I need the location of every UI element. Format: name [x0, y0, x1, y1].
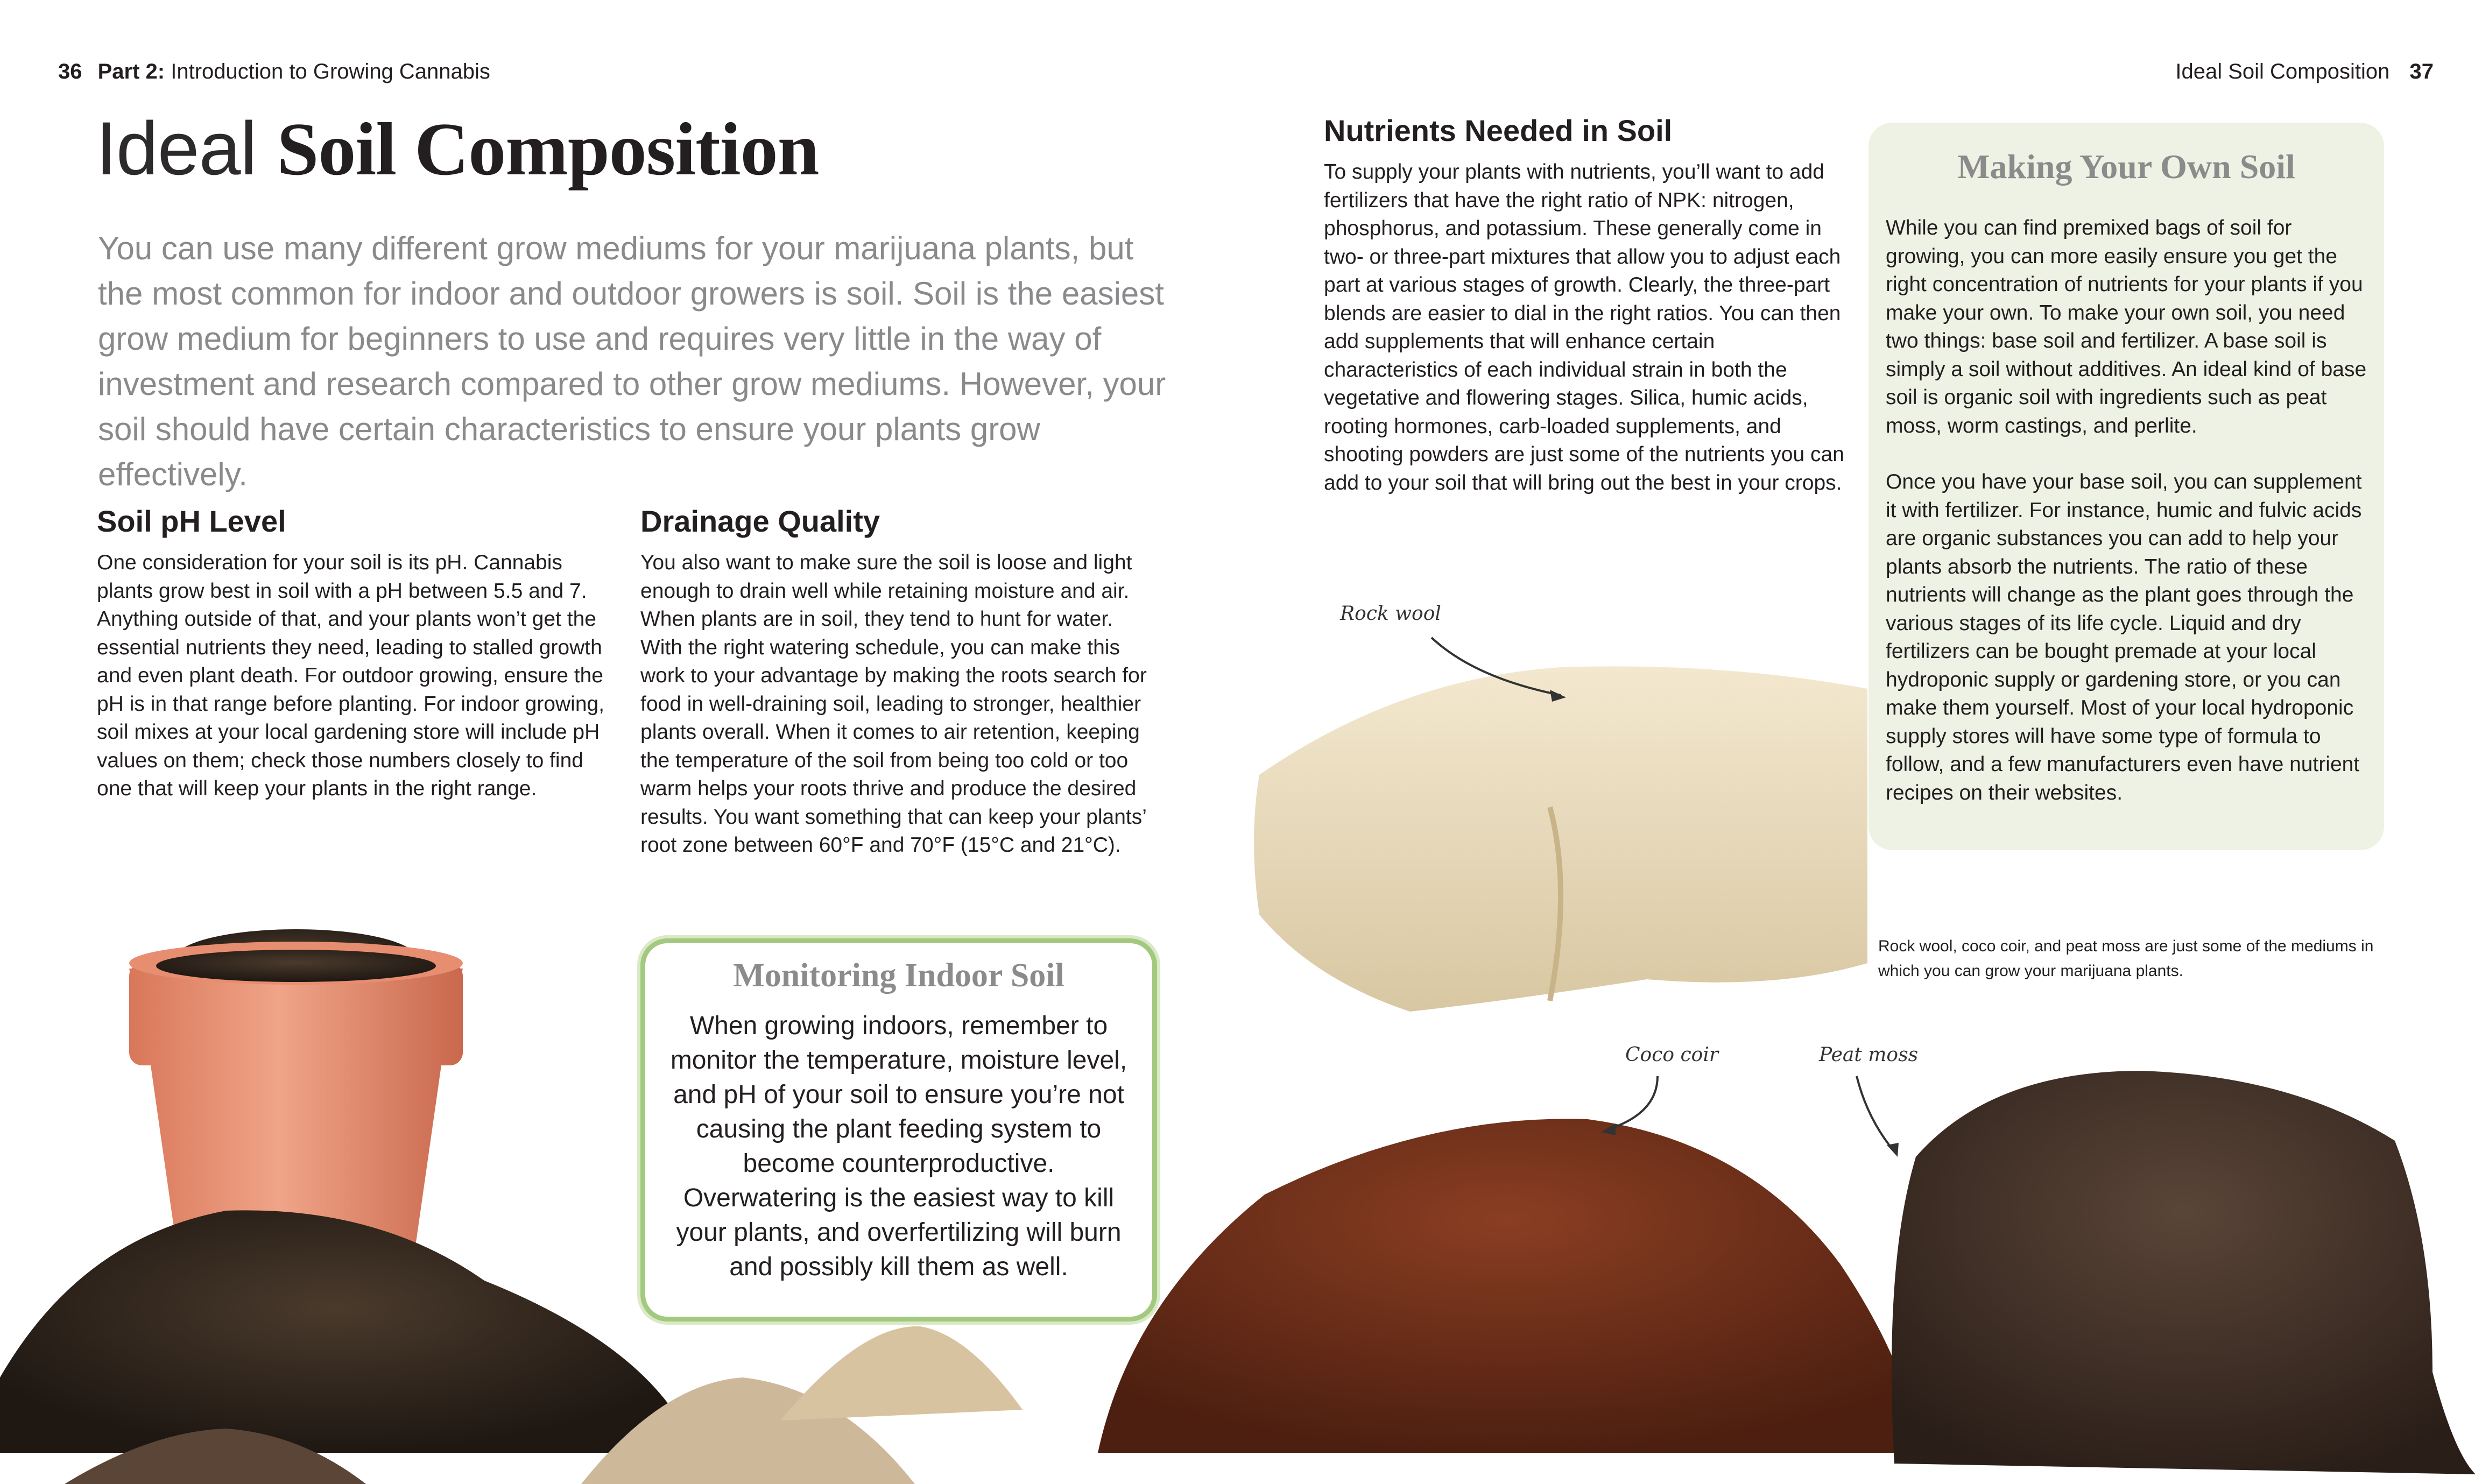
left-page-number: 36 — [58, 60, 82, 83]
monitoring-title: Monitoring Indoor Soil — [733, 957, 1064, 994]
nutrients-heading: Nutrients Needed in Soil — [1324, 114, 1673, 147]
rock-wool-label: Rock wool — [1340, 603, 1441, 625]
intro-paragraph: You can use many different grow mediums for your marijuana plants, but the most common for indoor and outdoor growers is soil. Soil is the easiest grow medium for beginners to use and requires very little in the way of investment and research compared to other grow mediums. However, your soil should have certain characteristics to ensure your plants grow effectively. — [98, 230, 1166, 492]
peat-moss-label: Peat moss — [1819, 1044, 1919, 1066]
page-title-light: Ideal — [96, 106, 257, 190]
sidebar-title: Making Your Own Soil — [1957, 147, 2295, 186]
terracotta-pot-image — [129, 929, 463, 1254]
peat-moss-arrow — [1857, 1076, 1894, 1151]
nutrients-body: To supply your plants with nutrients, you’ll want to add fertilizers that have the right ratio of NPK: nitrogen, phosphorus, and potassium. These generally come in two- or three-part mixtures that allow you to adjust each part at various stages of growth. Clearly, the three-part blends are easier to dial in the right ratios. You can then add supplements that will enhance certain characteristics of each individual strain in both the vegetative and flowering stages. Silica, humic acids, rooting hormones, carb-loaded supplements, and shooting powders are just some of the nutrients you can add to your soil that will bring out the best in your crops. — [1324, 160, 1844, 494]
monitoring-body: When growing indoors, remember to monitor the temperature, moisture level, and pH of your soil to ensure you’re not causing the plant feeding system to become counterproductive. Overwatering is the easiest way to kill your plants, and overfertilizing will burn and possibly kill them as well. — [670, 1012, 1127, 1281]
potting-soil-pile-image — [0, 1210, 673, 1453]
peat-moss-image — [1892, 1071, 2476, 1474]
coco-coir-arrow — [1606, 1076, 1658, 1130]
rock-wool-image — [1254, 666, 1867, 1012]
right-page-number: 37 — [2409, 60, 2434, 83]
coco-coir-label: Coco coir — [1625, 1044, 1719, 1066]
drainage-body: You also want to make sure the soil is loose and light enough to drain well while retaining moisture and air. When plants are in soil, they tend to hunt for water. With the right watering schedule, you can make this work to your advantage by making the roots search for food in well-draining soil, leading to stronger, healthier plants overall. When it comes to air retention, keeping the temperature of the soil from being too cold or too warm helps your roots thrive and produce the desired results. You want something that can keep your plants’ root zone between 60°F and 70°F (15°C and 21°C). — [640, 551, 1147, 857]
drainage-heading: Drainage Quality — [640, 504, 880, 538]
sidebar-paragraph-2: Once you have your base soil, you can supplement it with fertilizer. For instance, humic and fulvic acids are organic substances you can add to help your plants absorb the nutrients. The ratio of these nutrients will change as the plant goes through the various stages of its life cycle. Liquid and dry fertilizers can be bought premade at your local hydroponic supply or gardening store, or you can make them yourself. Most of your local hydroponic supply stores will have some type of formula to follow, and a few manufacturers even have nutrient recipes on their websites. — [1886, 470, 2362, 804]
chapter-title: Ideal Soil Composition — [2175, 60, 2390, 83]
sidebar-paragraph-1: While you can find premixed bags of soil for growing, you can more easily ensure you get the right concentration of nutrients for your plants if you make your own. To make your own soil, you need two things: base soil and fertilizer. A base soil is simply a soil without additives. An ideal kind of base soil is organic soil with ingredients such as peat moss, worm castings, and perlite. — [1886, 216, 2367, 437]
photo-caption: Rock wool, coco coir, and peat moss are just some of the mediums in which you can grow your marijuana plants. — [1878, 937, 2374, 980]
part-label: Part 2: — [97, 60, 165, 83]
ph-heading: Soil pH Level — [97, 504, 286, 538]
part-title: Introduction to Growing Cannabis — [171, 60, 490, 83]
coco-coir-image — [1098, 1119, 1916, 1453]
page-title-bold: Soil Composition — [277, 108, 819, 191]
ph-body: One consideration for your soil is its pH. Cannabis plants grow best in soil with a pH between 5.5 and 7. Anything outside of that, and your plants won’t get the essential nutrients they need, leading to stalled growth and even plant death. For outdoor growing, ensure the pH is in that range before planting. For indoor growing, soil mixes at your local gardening store will include pH values on them; check those numbers closely to find one that will keep your plants in the right range. — [97, 551, 605, 800]
